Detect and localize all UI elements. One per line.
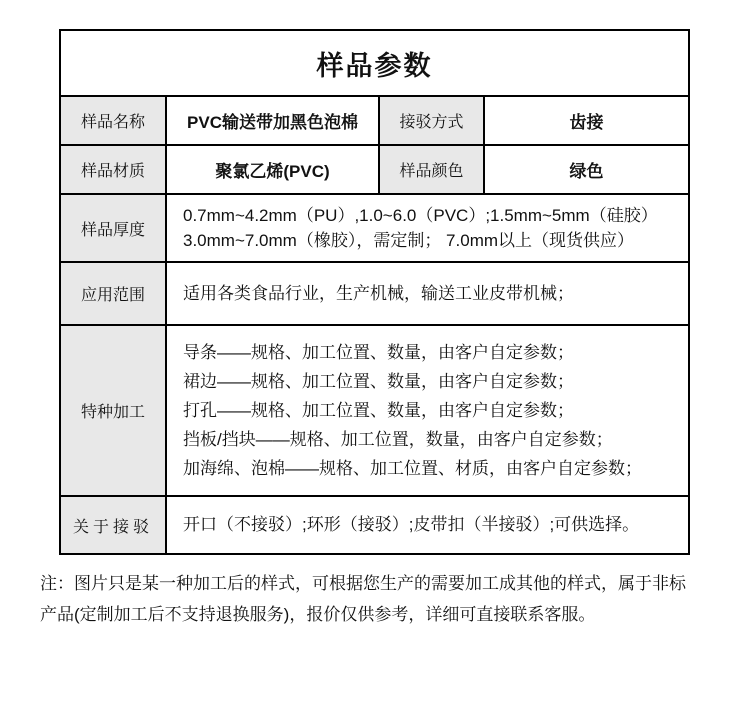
- application-scope-label: 应用范围: [60, 262, 166, 325]
- special-line-4: 挡板/挡块——规格、加工位置，数量，由客户自定参数；: [183, 430, 613, 449]
- sample-parameters-table: [59, 29, 690, 555]
- sample-color-value: 绿色: [484, 145, 689, 194]
- special-line-3: 打孔——规格、加工位置、数量，由客户自定参数；: [183, 401, 574, 420]
- title-row: [60, 30, 689, 96]
- row-about-joint: [60, 496, 689, 554]
- footnote-line-1: 注：图片只是某一种加工后的样式，可根据您生产的需要加工成其他的样式，属于非标: [40, 574, 686, 593]
- sample-material-label: 样品材质: [60, 145, 166, 194]
- joint-method-value: 齿接: [484, 96, 689, 145]
- table-title: 样品参数: [60, 30, 689, 96]
- sample-thickness-label: 样品厚度: [60, 194, 166, 262]
- about-joint-value: [166, 496, 689, 554]
- special-processing-value: [166, 325, 689, 496]
- row-special-processing: [60, 325, 689, 496]
- sample-material-value: 聚氯乙烯(PVC): [166, 145, 379, 194]
- joint-method-label: 接驳方式: [379, 96, 484, 145]
- sample-name-label: 样品名称: [60, 96, 166, 145]
- sample-color-label: 样品颜色: [379, 145, 484, 194]
- application-scope-value: [166, 262, 689, 325]
- row-sample-thickness: [60, 194, 689, 262]
- thickness-line-1: 0.7mm~4.2mm（PU）,1.0~6.0（PVC）;1.5mm~5mm（硅胶）: [183, 206, 658, 225]
- row-application-scope: [60, 262, 689, 325]
- sample-name-value: PVC输送带加黑色泡棉: [166, 96, 379, 145]
- joint-line-1: 开口（不接驳）;环形（接驳）;皮带扣（半接驳）;可供选择。: [183, 515, 640, 534]
- special-processing-label: 特种加工: [60, 325, 166, 496]
- special-line-5: 加海绵、泡棉——规格、加工位置、材质，由客户自定参数；: [183, 459, 642, 478]
- special-line-2: 裙边——规格、加工位置、数量，由客户自定参数；: [183, 372, 574, 391]
- thickness-line-2: 3.0mm~7.0mm（橡胶），需定制； 7.0mm以上（现货供应）: [183, 231, 635, 250]
- row-sample-name: [60, 96, 689, 145]
- footnote: [40, 568, 710, 630]
- special-line-1: 导条——规格、加工位置、数量，由客户自定参数；: [183, 343, 574, 362]
- sample-thickness-value: [166, 194, 689, 262]
- footnote-line-2: 产品(定制加工后不支持退换服务)，报价仅供参考，详细可直接联系客服。: [40, 605, 596, 624]
- about-joint-label: 关于接驳: [60, 496, 166, 554]
- application-line-1: 适用各类食品行业，生产机械，输送工业皮带机械；: [183, 283, 574, 303]
- row-sample-material: [60, 145, 689, 194]
